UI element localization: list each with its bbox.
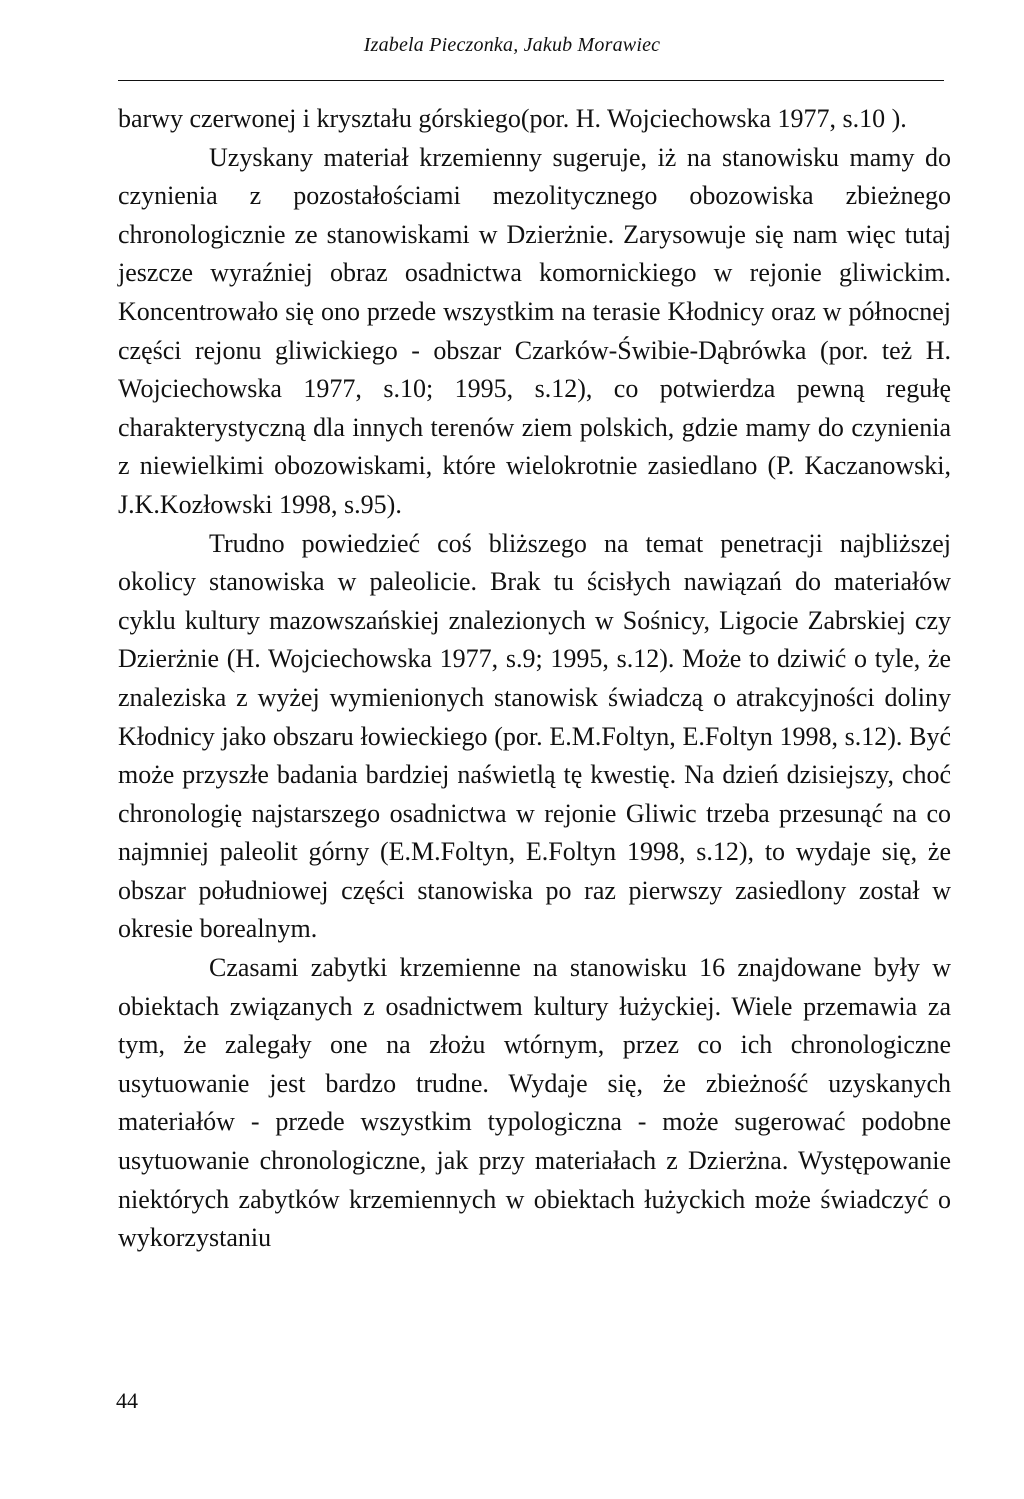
paragraph: Trudno powiedzieć coś bliższego na temat penetracji najbliższej okolicy stanowiska w paleolicie. Brak tu ścisłych nawiązań do materiałów cyklu kultury mazowszańskiej znalezionych w Sośnicy, Ligocie Zabrskiej czy Dzierżnie (H. Wojciechowska 1977, s.9; 1995, s.12). Może to dziwić o tyle, że znaleziska z wyżej wymienionych stanowisk świadczą o atrakcyjności doliny Kłodnicy jako obszaru łowieckiego (por. E.M.Foltyn, E.Foltyn 1998, s.12). Być może przyszłe badania bardziej naświetlą tę kwestię. Na dzień dzisiejszy, choć chronologię najstarszego osadnictwa w rejonie Gliwic trzeba przesunąć na co najmniej paleolit górny (E.M.Foltyn, E.Foltyn 1998, s.12), to wydaje się, że obszar południowej części stanowiska po raz pierwszy zasiedlony został w okresie borealnym. [118, 528, 951, 944]
paragraph-continuation: barwy czerwonej i kryształu górskiego(por. H. Wojciechowska 1977, s.10 ). [118, 104, 907, 133]
running-header-authors: Izabela Pieczonka, Jakub Morawiec [363, 34, 661, 56]
paragraph: Czasami zabytki krzemienne na stanowisku 16 znajdowane były w obiektach związanych z osadnictwem kultury łużyckiej. Wiele przemawia za tym, że zalegały one na złożu wtórnym, przez co ich chronologiczne usytuowanie jest bardzo trudne. Wydaje się, że zbieżność uzyskanych materiałów - przede wszystkim typologiczna - może sugerować podobne usytuowanie chronologiczne, jak przy materiałach z Dzierżna. Występowanie niektórych zabytków krzemiennych w obiektach łużyckich może świadczyć o wykorzystaniu [118, 953, 951, 1253]
paragraph: Uzyskany materiał krzemienny sugeruje, iż na stanowisku mamy do czynienia z pozostałościami mezolitycznego obozowiska zbieżnego chronologicznie ze stanowiskami w Dzierżnie. Zarysowuje się nam więc tutaj jeszcze wyraźniej obraz osadnictwa komornickiego w rejonie gliwickim. Koncentrowało się ono przede wszystkim na terasie Kłodnicy oraz w północnej części rejonu gliwickiego - obszar Czarków-Świbie-Dąbrówka (por. też H. Wojciechowska 1977, s.10; 1995, s.12), co potwierdza pewną regułę charakterystyczną dla innych terenów ziem polskich, gdzie mamy do czynienia z niewielkimi obozowiskami, które wielokrotnie zasiedlano (P. Kaczanowski, J.K.Kozłowski 1998, s.95). [118, 142, 951, 519]
page-number: 44 [116, 1388, 138, 1413]
body-text [118, 100, 951, 1258]
header-divider [118, 80, 944, 81]
